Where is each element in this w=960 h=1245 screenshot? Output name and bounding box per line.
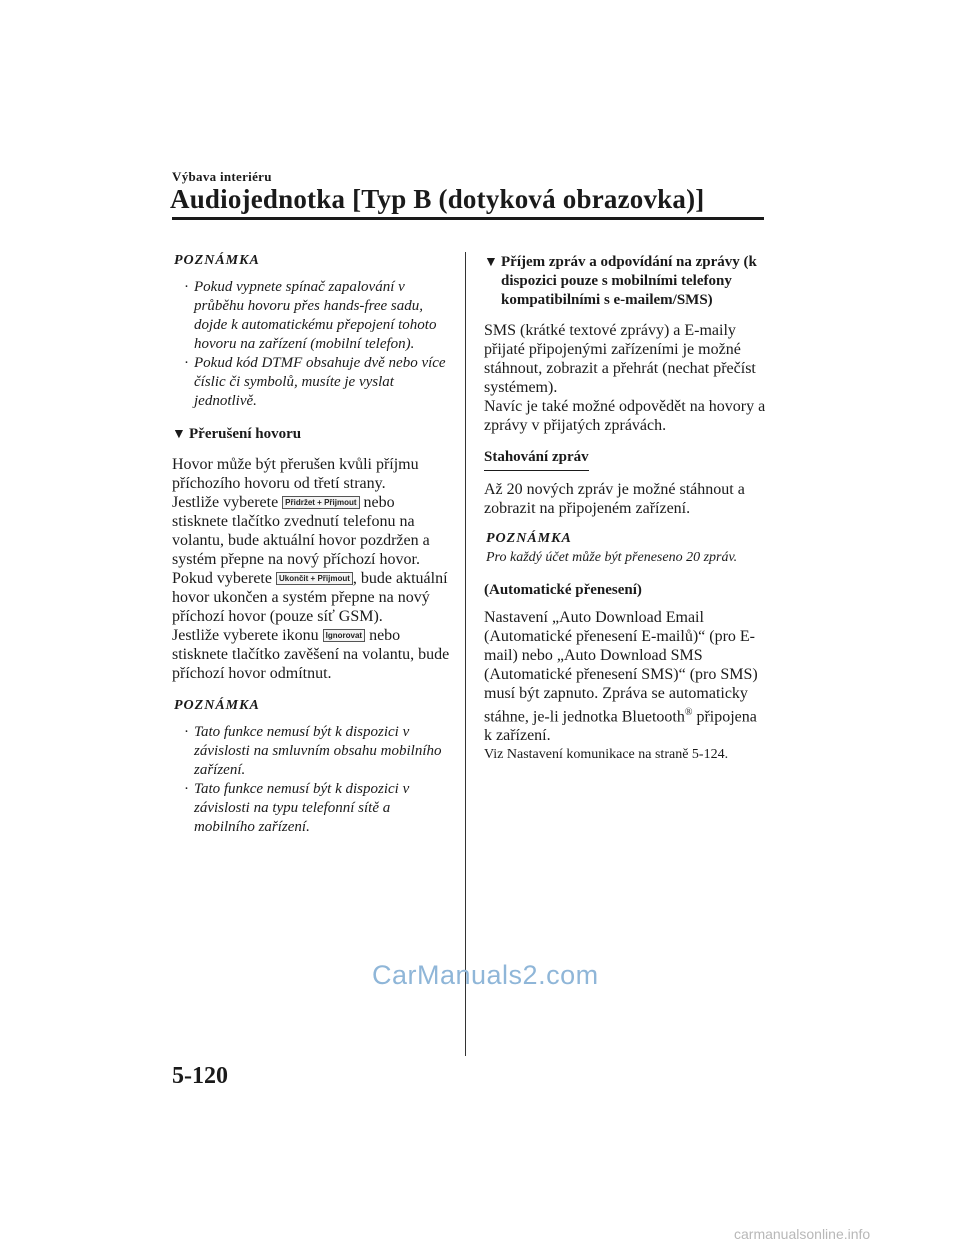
section-heading-interrupt: ▼ Přerušení hovoru xyxy=(172,426,302,442)
interrupt-body xyxy=(172,455,454,683)
note-item: · Tato funkce nemusí být k dispozici v závislosti na typu telefonní sítě a mobilního zařízení. xyxy=(184,781,410,835)
messages-body xyxy=(484,321,768,435)
paragraph: Nastavení „Auto Download Email (Automatické přenesení E-mailů)“ (pro E-mail) nebo „Auto Download SMS (Automatické přenesení SMS)“ (pro SMS) musí být zapnuto. Zpráva se automaticky stáhne, je-li jednotka Bluetooth® připojena k zařízení. xyxy=(484,609,758,745)
note-list xyxy=(184,723,454,837)
end-accept-button[interactable]: Ukončit + Přijmout xyxy=(276,572,353,585)
page-title: Audiojednotka [Typ B (dotyková obrazovka)] xyxy=(170,184,705,214)
note-text: Pro každý účet může být přeneseno 20 zpráv. xyxy=(486,550,738,565)
triangle-marker-icon: ▼ xyxy=(172,427,186,442)
right-column xyxy=(484,253,768,764)
left-column xyxy=(172,252,454,837)
note-block xyxy=(174,252,454,411)
bullet-icon: · xyxy=(184,724,189,740)
note-title: POZNÁMKA xyxy=(174,698,260,713)
bullet-icon: · xyxy=(184,355,189,371)
hold-accept-button[interactable]: Přidržet + Přijmout xyxy=(282,496,359,509)
paragraph: Pokud vyberete Ukončit + Přijmout , bude aktuální hovor ukončen a systém přepne na nový příchozí hovor (pouze síť GSM). xyxy=(172,570,448,625)
page-number: 5-120 xyxy=(172,1063,228,1089)
note-list xyxy=(184,278,454,411)
note-title: POZNÁMKA xyxy=(174,253,260,268)
bullet-icon: · xyxy=(184,781,189,797)
title-rule xyxy=(172,217,764,220)
ignore-button[interactable]: Ignorovat xyxy=(323,629,365,642)
download-subsection xyxy=(484,447,768,471)
section-heading-messages: ▼ Příjem zpráv a odpovídání na zprávy (k dispozici pouze s mobilními telefony kompatibilními s e-mailem/SMS) xyxy=(484,254,757,308)
paragraph: Navíc je také možné odpovědět na hovory a zprávy v přijatých zprávách. xyxy=(484,398,766,434)
paragraph: Jestliže vyberete ikonu Ignorovat nebo stisknete tlačítko zavěšení na volantu, bude příchozí hovor odmítnut. xyxy=(172,627,450,682)
paragraph: SMS (krátké textové zprávy) a E-maily přijaté připojenými zařízeními je možné stáhnout, zobrazit a přehrát (nechat přečíst systémem). xyxy=(484,322,756,396)
note-block xyxy=(174,697,454,837)
footer-site-watermark: carmanualsonline.info xyxy=(734,1226,871,1242)
column-divider xyxy=(465,252,466,1056)
note-item: · Tato funkce nemusí být k dispozici v závislosti na smluvním obsahu mobilního zařízení. xyxy=(184,724,442,778)
subheading-auto: (Automatické přenesení) xyxy=(484,582,642,598)
note-item: · Pokud vypnete spínač zapalování v průběhu hovoru přes hands-free sadu, dojde k automatickému přepojení tohoto hovoru na zařízení (mobilní telefon). xyxy=(184,279,437,352)
triangle-marker-icon: ▼ xyxy=(484,255,498,270)
bullet-icon: · xyxy=(184,279,189,295)
paragraph: Hovor může být přerušen kvůli příjmu příchozího hovoru od třetí strany. xyxy=(172,456,419,492)
subheading-download: Stahování zpráv xyxy=(484,448,589,471)
note-block xyxy=(486,530,768,567)
paragraph: Až 20 nových zpráv je možné stáhnout a zobrazit na připojeném zařízení. xyxy=(484,481,745,517)
watermark-logo: CarManuals2.com xyxy=(372,960,599,990)
section-label: Výbava interiéru xyxy=(172,169,272,184)
paragraph: Jestliže vyberete Přidržet + Přijmout nebo stisknete tlačítko zvednutí telefonu na volantu, bude aktuální hovor pozdržen a systém přepne na nový příchozí hovor. xyxy=(172,494,430,568)
page-reference: Viz Nastavení komunikace na straně 5-124. xyxy=(484,747,729,763)
note-title: POZNÁMKA xyxy=(486,531,572,546)
note-item: · Pokud kód DTMF obsahuje dvě nebo více číslic či symbolů, musíte je vyslat jednotlivě. xyxy=(184,355,446,409)
